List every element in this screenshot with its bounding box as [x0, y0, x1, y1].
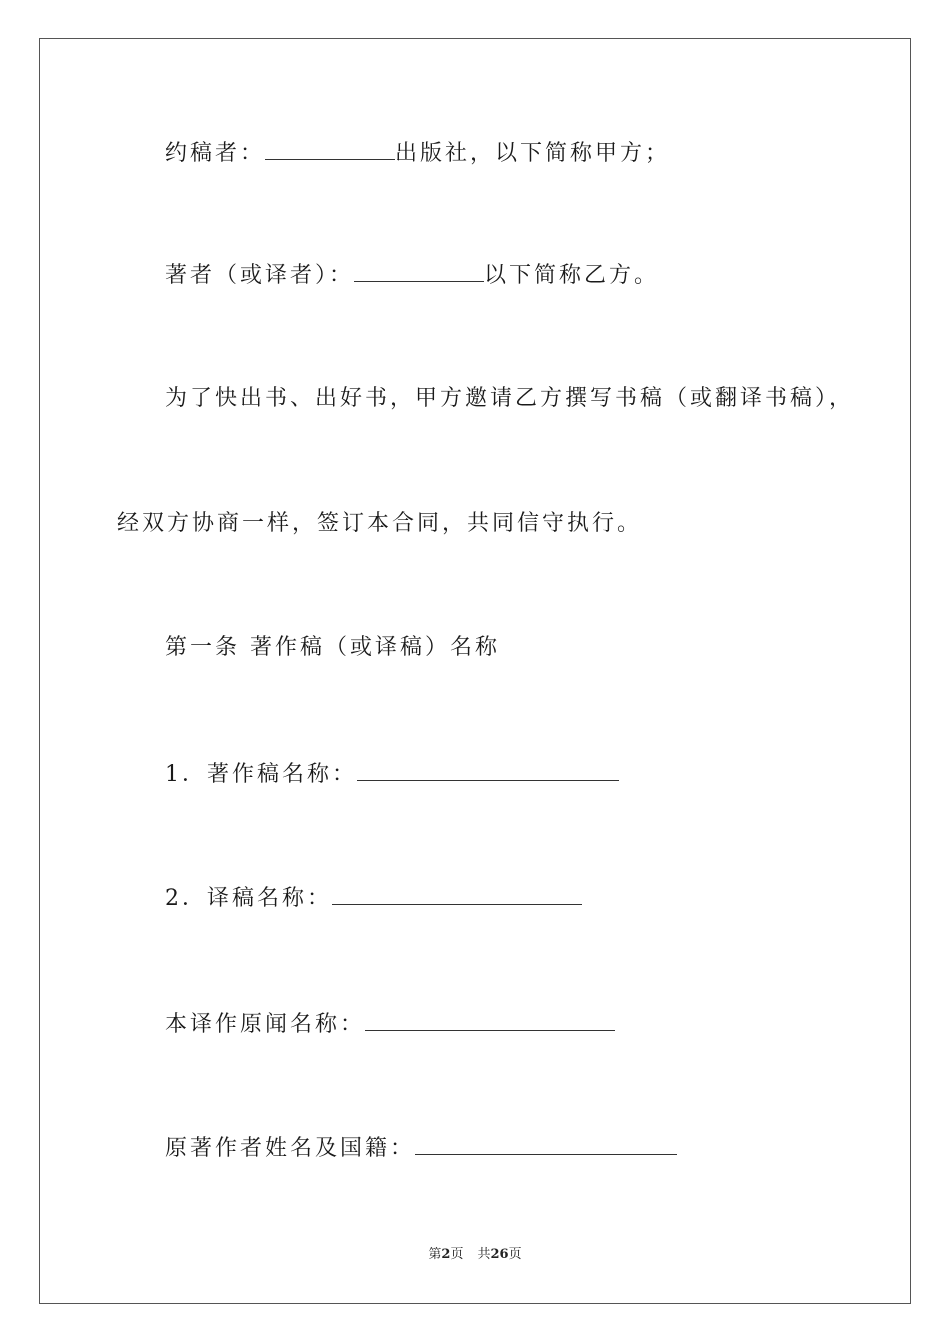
- item-translation-title: [165, 882, 582, 914]
- work-title-blank: [357, 758, 619, 781]
- original-title-label: 本译作原闻名称：: [165, 1012, 366, 1037]
- paragraph-purpose-line2: 经双方协商一样，签订本合同，共同信守执行。: [117, 511, 643, 536]
- translation-title-blank: [332, 882, 582, 905]
- contractor-suffix: 出版社，以下简称甲方；: [395, 141, 671, 166]
- original-title-blank: [365, 1008, 615, 1031]
- item-work-title: [165, 758, 619, 790]
- article-one-heading: 第一条 著作稿（或译稿）名称: [165, 635, 500, 660]
- contractor-blank: [265, 137, 395, 160]
- translation-title-label: 2．译稿名称：: [165, 886, 332, 911]
- footer-page-number: 2: [441, 1247, 451, 1262]
- item-original-title: [165, 1008, 615, 1040]
- footer-total-pages: 26: [490, 1247, 509, 1262]
- page-border: [39, 38, 911, 1304]
- work-title-label: 1．著作稿名称：: [165, 762, 357, 787]
- author-blank: [354, 259, 484, 282]
- original-author-blank: [415, 1132, 677, 1155]
- original-author-label: 原著作者姓名及国籍：: [165, 1136, 416, 1161]
- paragraph-purpose-line1: 为了快出书、出好书，甲方邀请乙方撰写书稿（或翻译书稿），: [165, 386, 855, 411]
- footer-total-prefix: 共: [477, 1247, 491, 1262]
- author-label: 著者（或译者）：: [165, 263, 355, 288]
- page-footer: [0, 1246, 950, 1264]
- footer-page-suffix: 页: [450, 1247, 464, 1262]
- item-original-author: [165, 1132, 677, 1164]
- paragraph-author: [165, 259, 659, 291]
- footer-page-prefix: 第: [428, 1247, 442, 1262]
- paragraph-contractor: [165, 137, 670, 169]
- footer-total-suffix: 页: [508, 1247, 522, 1262]
- author-suffix: 以下简称乙方。: [484, 263, 660, 288]
- contractor-label: 约稿者：: [165, 141, 266, 166]
